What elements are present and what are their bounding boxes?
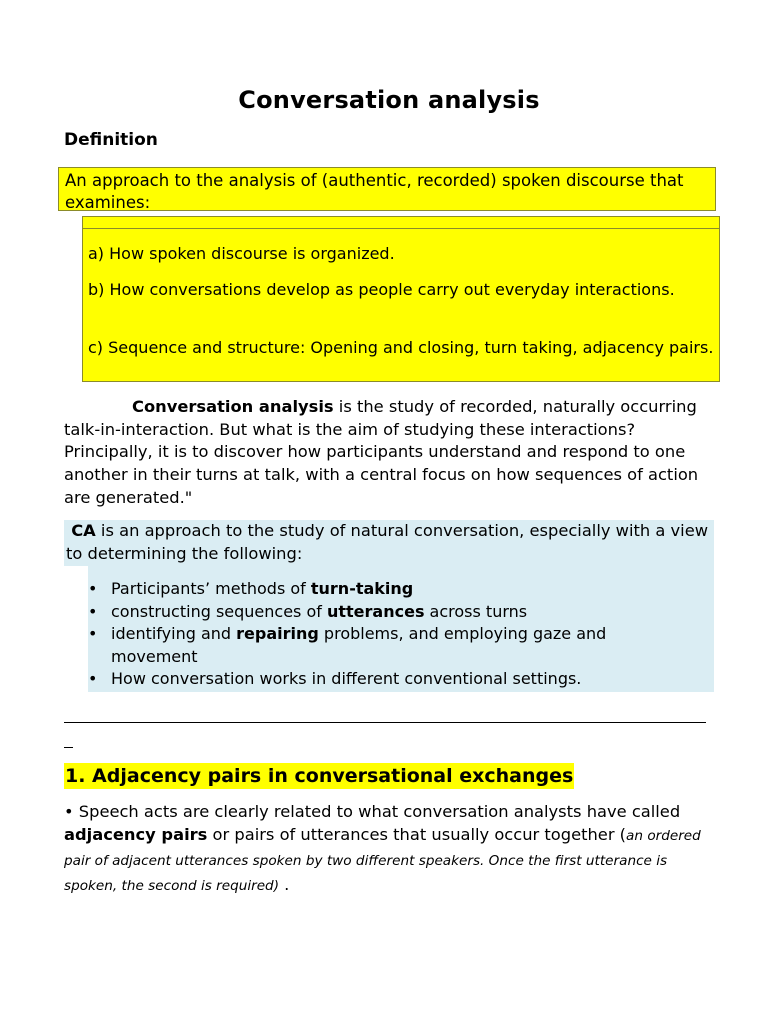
list-item-text: Sequence and structure: Opening and closing, turn taking, adjacency pairs.: [108, 338, 714, 357]
ca-intro: [66, 520, 716, 565]
list-marker: c): [88, 338, 104, 357]
bullet-text: constructing sequences of: [111, 601, 327, 621]
bullet-text: Participants’ methods of: [111, 579, 311, 598]
bullet-icon: •: [88, 624, 98, 643]
bullet-bold: repairing: [236, 624, 319, 643]
ca-box: [64, 520, 714, 692]
bold-term: adjacency pairs: [64, 825, 208, 844]
definition-box: [58, 167, 716, 211]
list-item: [88, 668, 688, 691]
paragraph-adjacency-pairs: [64, 800, 724, 898]
italic-definition: an ordered pair of adjacent utterances spoken by two different speakers. Once the first utterance is spoken, the second is required): [64, 828, 701, 894]
list-item: [88, 601, 688, 624]
paragraph-text: • Speech acts are clearly related to what conversation analysts have called: [64, 802, 681, 821]
list-item: [88, 623, 688, 668]
list-item: [88, 578, 688, 601]
bullet-text: problems, and employing gaze and movement: [111, 624, 607, 666]
divider-line: [83, 228, 719, 229]
ca-bullet-list: [88, 578, 688, 691]
section-heading: 1. Adjacency pairs in conversational exchanges: [65, 765, 574, 787]
bullet-text: identifying and: [111, 624, 237, 643]
bullet-bold: utterances: [326, 601, 425, 621]
bullet-bold: turn-taking: [310, 579, 414, 598]
bullet-text: across turns: [424, 601, 528, 621]
definition-heading: Definition: [64, 130, 158, 150]
horizontal-rule-tail: [64, 747, 73, 748]
list-item-a: [88, 243, 722, 265]
bullet-icon: •: [88, 669, 98, 688]
list-marker: a): [88, 244, 105, 263]
bold-term: CA: [71, 521, 96, 540]
bullet-icon: •: [88, 579, 98, 598]
ca-intro-text: is an approach to the study of natural conversation, especially with a view to determining the following:: [66, 521, 709, 563]
paragraph-conversation-analysis: [64, 396, 724, 510]
paragraph-text: .: [279, 875, 290, 894]
definition-list-box: [82, 216, 720, 382]
list-item-text: How spoken discourse is organized.: [109, 244, 395, 263]
paragraph-text: or pairs of utterances that usually occur together (: [207, 825, 627, 844]
box-notch: [64, 566, 88, 692]
definition-text: An approach to the analysis of (authentic, recorded) spoken discourse that examines:: [65, 171, 684, 212]
list-item-b: [88, 279, 722, 301]
document-title: Conversation analysis: [238, 86, 540, 114]
horizontal-rule: [64, 722, 706, 723]
list-item-c: [88, 337, 722, 359]
paragraph-text: is the study of recorded, naturally occurring talk-in-interaction. But what is the aim of studying these interactions? Principally, it is to discover how participants understand and respond to one another in their turns at talk, with a central focus on how sequences of action are generated.": [64, 397, 699, 507]
bullet-icon: •: [88, 601, 98, 621]
list-marker: b): [88, 280, 105, 299]
bold-term: Conversation analysis: [132, 397, 334, 416]
list-item-text: How conversations develop as people carry out everyday interactions.: [109, 280, 675, 299]
bullet-text: How conversation works in different conventional settings.: [111, 669, 582, 688]
